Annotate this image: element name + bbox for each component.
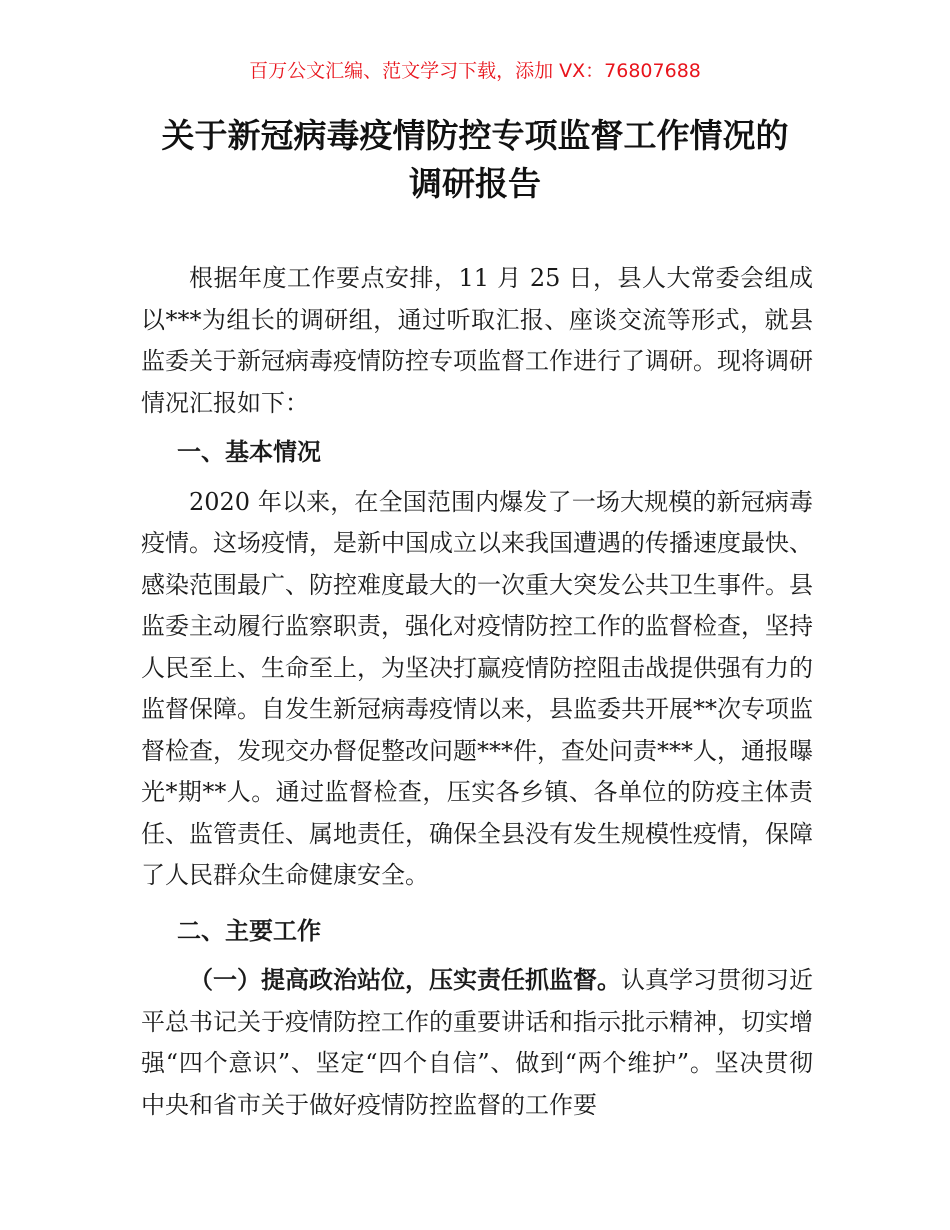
section-2-item-1-lead: （一）提高政治站位，压实责任抓监督。 bbox=[189, 966, 621, 994]
section-2-item-1-text: 认真学习贯彻习近平总书记关于疫情防控工作的重要讲话和指示批示精神，切实增强“四个意识”、坚定“四个自信”、做到“两个维护”。坚决贯彻中央和省市关于做好疫情防控监督的工作要 bbox=[141, 966, 813, 1119]
section-1-heading: 一、基本情况 bbox=[177, 438, 321, 466]
section-2-heading: 二、主要工作 bbox=[177, 916, 321, 945]
title-line-1: 关于新冠病毒疫情防控专项监督工作情况的 bbox=[161, 116, 789, 155]
title-line-2: 调研报告 bbox=[409, 164, 541, 203]
promo-banner: 百万公文汇编、范文学习下载，添加 VX：76807688 bbox=[249, 60, 701, 82]
intro-paragraph: 根据年度工作要点安排，11 月 25 日，县人大常委会组成以***为组长的调研组，通过听取汇报、座谈交流等形式，就县监委关于新冠病毒疫情防控专项监督工作进行了调研。现将调研情况汇报如下： bbox=[141, 264, 813, 417]
section-1-paragraph: 2020 年以来，在全国范围内爆发了一场大规模的新冠病毒疫情。这场疫情，是新中国成立以来我国遭遇的传播速度最快、感染范围最广、防控难度最大的一次重大突发公共卫生事件。县监委主动履行监察职责，强化对疫情防控工作的监督检查，坚持人民至上、生命至上，为坚决打赢疫情防控阻击战提供强有力的监督保障。自发生新冠病毒疫情以来，县监委共开展**次专项监督检查，发现交办督促整改问题***件，查处问责***人，通报曝光*期**人。通过监督检查，压实各乡镇、各单位的防疫主体责任、监管责任、属地责任，确保全县没有发生规模性疫情，保障了人民群众生命健康安全。 bbox=[141, 487, 813, 889]
document-title bbox=[100, 112, 850, 208]
section-2-item-1 bbox=[141, 960, 813, 1126]
document-body bbox=[141, 258, 813, 1126]
